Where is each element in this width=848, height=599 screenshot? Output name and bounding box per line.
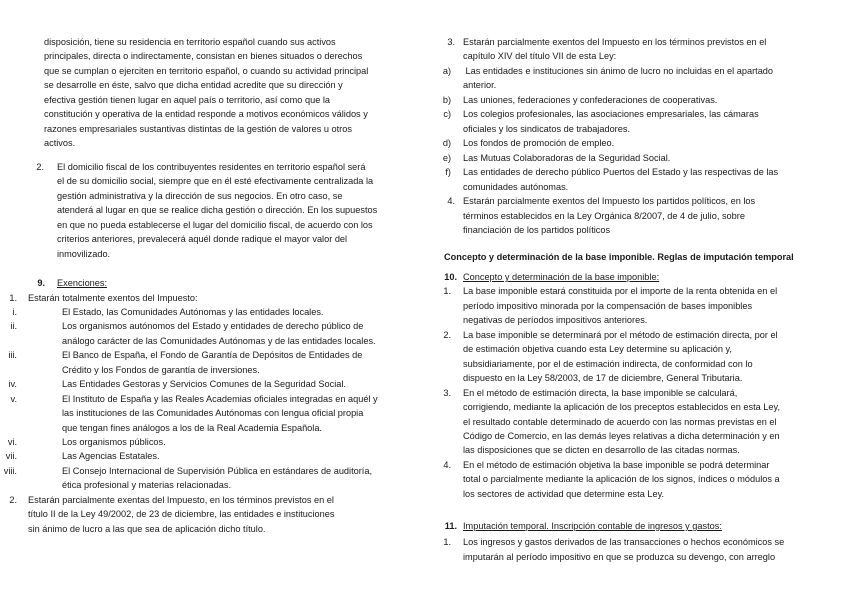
roman-item-number: ii. <box>10 321 17 332</box>
roman-item-number: viii. <box>3 465 17 476</box>
letter-item-number: a) <box>442 65 451 76</box>
domicilio-item-line: en que no pueda establecerse el lugar del domicilio fiscal, de acuerdo con los <box>57 219 373 230</box>
base-item-line: las disposiciones que se dicten en desarrollo de las citadas normas. <box>463 445 740 456</box>
section-11-title: Imputación temporal. Inscripción contable de ingresos y gastos: <box>463 521 722 531</box>
roman-item-line: Los organismos públicos. <box>62 437 166 447</box>
roman-item-line: Los organismos autónomos del Estado y entidades de derecho público de <box>62 321 364 332</box>
base-item-line: de estimación objetiva cuando esta Ley determine su aplicación y, <box>463 344 732 355</box>
intro-paragraph-line: constitución y operativa de la entidad responde a motivos económicos válidos y <box>44 109 368 120</box>
base-item-number: 3. <box>443 387 451 398</box>
base-item-line: corrigiendo, mediante la aplicación de los preceptos establecidos en esta Ley, <box>463 402 780 413</box>
letter-item-line: Las Mutuas Colaboradoras de la Seguridad Social. <box>463 152 671 163</box>
base-item-line: los sectores de actividad que determine esta Ley. <box>463 488 665 499</box>
roman-item-number: v. <box>10 393 17 404</box>
intro-paragraph-line: efectiva gestión tienen lugar en aquel país o territorio, así como que la <box>44 94 331 105</box>
base-item-number: 4. <box>443 459 451 470</box>
section-9-title: Exenciones: <box>57 278 108 288</box>
domicilio-item-line: inmovilizado. <box>57 248 111 259</box>
roman-item-line: análogo carácter de las Comunidades Autónomas y de las entidades locales. <box>62 335 376 346</box>
roman-item-line: ética profesional y materias relacionadas. <box>62 480 232 491</box>
item-4-number: 4. <box>447 196 455 207</box>
letter-item-number: e) <box>442 152 451 163</box>
base-item-line: período impositivo minorada por la compensación de bases imponibles <box>463 300 753 311</box>
base-item-line: En el método de estimación objetiva la base imponible se podrá determinar <box>463 459 770 470</box>
base-item-line: La base imponible estará constituida por el importe de la renta obtenida en el <box>463 286 778 297</box>
roman-item-line: Las Entidades Gestoras y Servicios Comunes de la Seguridad Social. <box>62 379 346 390</box>
base-item-line: total o parcialmente mediante la aplicación de los signos, índices o módulos a <box>463 474 780 485</box>
item-3-number: 3. <box>447 37 455 47</box>
intro-paragraph-line: razones empresariales sustantivas distintas de la gestión de valores u otros <box>44 123 352 134</box>
roman-item-line: El Instituto de España y las Reales Academias oficiales integradas en aquél y <box>62 393 378 404</box>
item-4-line: Estarán parcialmente exentos del Impuesto los partidos políticos, en los <box>463 196 756 207</box>
domicilio-item-line: el de su domicilio social, siempre que en él esté efectivamente centralizada la <box>57 176 374 187</box>
base-item-number: 1. <box>443 286 451 297</box>
roman-item-line: El Banco de España, el Fondo de Garantía de Depósitos de Entidades de <box>62 350 363 361</box>
roman-item-number: iii. <box>8 350 17 361</box>
roman-item-number: vi. <box>7 437 17 447</box>
letter-item-line: oficiales y los sindicatos de trabajadores. <box>463 123 630 134</box>
domicilio-item-line: criterios anteriores, prevalecerá aquél donde radique el mayor valor del <box>57 234 348 245</box>
letter-item-line: Las entidades e instituciones sin ánimo de lucro no incluidas en el apartado <box>463 65 774 76</box>
item-3-line: Estarán parcialmente exentos del Impuesto en los términos previstos en el <box>463 37 767 47</box>
roman-item-line: Las Agencias Estatales. <box>62 451 160 462</box>
base-item-line: dispuesto en la Ley 58/2003, de 17 de diciembre, General Tributaria. <box>463 373 743 384</box>
roman-item-line: Crédito y los Fondos de garantía de inversiones. <box>62 364 260 375</box>
item-3-line: capítulo XIV del título VII de esta Ley: <box>463 51 617 62</box>
base-item-line: Código de Comercio, en las demás leyes relativas a dicha determinación y en <box>463 430 780 441</box>
exentos-item-line: Estarán totalmente exentos del Impuesto: <box>28 292 198 303</box>
letter-item-number: b) <box>442 94 451 105</box>
imputacion-item-number: 1. <box>443 537 451 548</box>
base-item-line: el resultado contable determinado de acuerdo con las normas previstas en el <box>463 416 777 427</box>
section-10-number: 10. <box>444 272 457 282</box>
roman-item-line: El Estado, las Comunidades Autónomas y las entidades locales. <box>62 306 324 317</box>
roman-item-line: El Consejo Internacional de Supervisión Pública en estándares de auditoría, <box>62 465 373 476</box>
parcial-item-line: título II de la Ley 49/2002, de 23 de diciembre, las entidades e instituciones <box>28 509 335 520</box>
roman-item-number: i. <box>12 306 17 317</box>
base-item-number: 2. <box>443 329 451 340</box>
imputacion-item-line: Los ingresos y gastos derivados de las transacciones o hechos económicos se <box>463 537 785 548</box>
item-4-line: financiación de los partidos políticos <box>463 225 611 236</box>
roman-item-number: iv. <box>8 379 17 390</box>
base-item-line: En el método de estimación directa, la base imponible se calculará, <box>463 387 738 398</box>
roman-item-number: vii. <box>5 451 17 462</box>
parcial-item-line: Estarán parcialmente exentas del Impuesto, en los términos previstos en el <box>28 494 334 505</box>
letter-item-number: d) <box>442 138 451 149</box>
section-11-number: 11. <box>444 521 457 531</box>
parcial-item-line: sin ánimo de lucro a las que sea de aplicación dicho título. <box>28 523 266 534</box>
section-9-number: 9. <box>37 278 45 288</box>
letter-item-line: Los colegios profesionales, las asociaciones empresariales, las cámaras <box>463 109 759 120</box>
intro-paragraph-line: activos. <box>44 138 76 149</box>
item-4-line: términos establecidos en la Ley Orgánica 8/2007, de 4 de julio, sobre <box>463 210 745 221</box>
domicilio-item-line: atenderá al lugar en que se realice dicha gestión o dirección. En los supuestos <box>57 205 378 216</box>
intro-paragraph-line: disposición, tiene su residencia en territorio español cuando sus activos <box>44 37 336 47</box>
letter-item-line: Los fondos de promoción de empleo. <box>463 138 615 149</box>
letter-item-number: c) <box>443 109 451 120</box>
domicilio-item-line: El domicilio fiscal de los contribuyentes residentes en territorio español será <box>57 162 366 172</box>
exentos-item-number: 1. <box>9 292 17 303</box>
base-item-line: subsidiariamente, por el de estimación indirecta, de conformidad con lo <box>463 358 753 369</box>
base-item-line: La base imponible se determinará por el método de estimación directa, por el <box>463 329 778 340</box>
letter-item-line: comunidades autónomas. <box>463 181 569 192</box>
roman-item-line: las instituciones de las Comunidades Autónomas con lengua oficial propia <box>62 408 364 419</box>
parcial-item-number: 2. <box>9 494 17 505</box>
letter-item-number: f) <box>445 167 451 178</box>
roman-item-line: que tengan fines análogos a los de la Real Academia Española. <box>62 422 322 433</box>
intro-paragraph-line: se desarrolle en éste, salvo que dicha entidad acredite que su dirección y <box>44 80 343 91</box>
bold-heading: Concepto y determinación de la base imponible. Reglas de imputación temporal <box>444 252 794 262</box>
intro-paragraph-line: que se cumplan o ejerciten en territorio español, o cuando su actividad principal <box>44 65 369 76</box>
domicilio-item-line: gestión administrativa y la dirección de sus negocios. En otro caso, se <box>57 190 343 201</box>
section-10-title: Concepto y determinación de la base imponible: <box>463 272 660 282</box>
intro-paragraph-line: principales, directa o indirectamente, consistan en bienes situados o derechos <box>44 51 363 62</box>
imputacion-item-line: imputarán al período impositivo en que se produzca su devengo, con arreglo <box>463 551 776 562</box>
letter-item-line: Las uniones, federaciones y confederaciones de cooperativas. <box>463 94 718 105</box>
letter-item-line: anterior. <box>463 80 497 91</box>
domicilio-item-number: 2. <box>36 162 44 172</box>
letter-item-line: Las entidades de derecho público Puertos del Estado y las respectivas de las <box>463 167 779 178</box>
base-item-line: negativas de períodos impositivos anteriores. <box>463 315 648 326</box>
